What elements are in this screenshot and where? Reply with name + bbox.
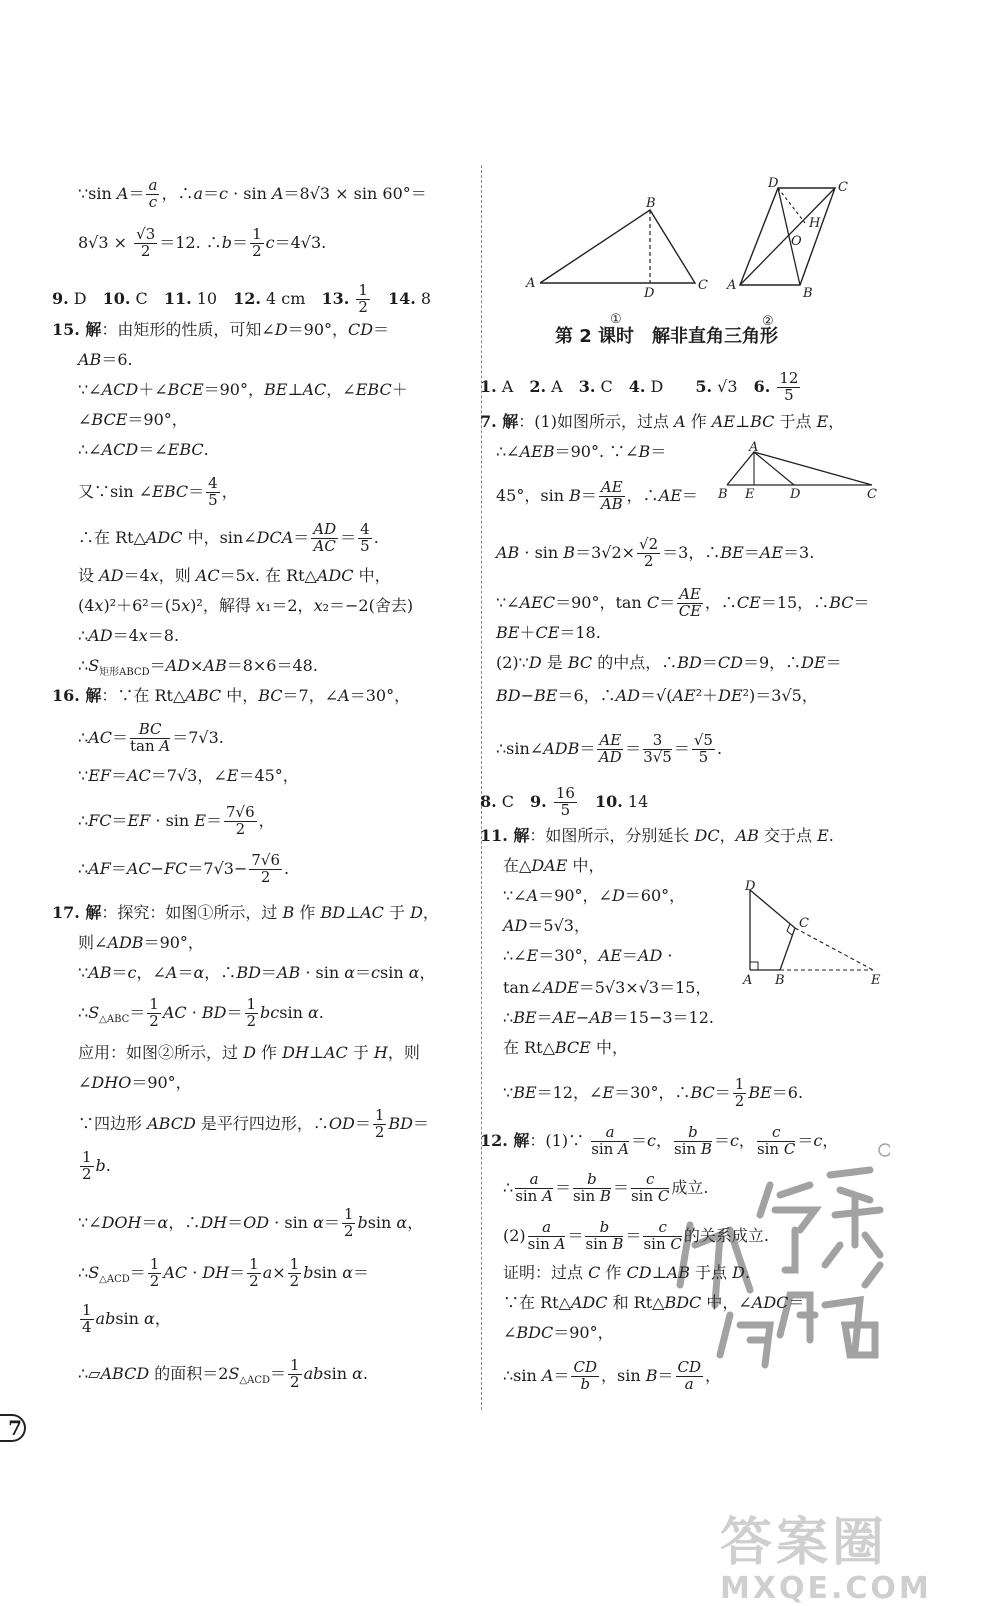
q12-line: ∵在 Rt△ADC 和 Rt△BDC 中，∠ADC＝	[503, 1293, 805, 1312]
q15-line: ∴∠ACD＝∠EBC.	[78, 440, 209, 459]
answers-9-14: 9. D 10. C 11. 10 12. 4 cm 13. $\frac{1}{2}$ 14. 8	[52, 281, 432, 316]
watermark-bottom-big: 答案圈	[720, 1513, 889, 1573]
svg-text:A: A	[526, 276, 536, 291]
watermark-bottom-small: MXQE.COM	[720, 1571, 932, 1606]
svg-text:B: B	[646, 196, 656, 211]
svg-text:D: D	[644, 286, 655, 301]
q15-line: ∴AD＝4x＝8.	[78, 626, 180, 645]
q7-line: BE＋CE＝18.	[496, 623, 601, 642]
figure-1-label: ①	[610, 312, 622, 327]
section-title: 第 2 课时 解非直角三角形	[555, 326, 779, 347]
q11-line: 11. 解：如图所示，分别延长 DC，AB 交于点 E.	[480, 826, 834, 845]
q15-line: AB＝6.	[78, 350, 133, 369]
q11-line: tan∠ADE＝5√3×√3＝15，	[503, 978, 712, 997]
q17-line: $\therefore S_{\triangle ABC}=$ $\frac{1}{2}$ AC · BD＝ $\frac{1}{2}$ bcsin α.	[78, 995, 324, 1030]
q7-line: 45°，sin B＝ $\frac{AE}{AB}$ ，∴AE＝	[496, 478, 698, 513]
q12-line: (2) $\frac{a}{\text{sin A}}$ ＝ $\frac{b}{\text{sin B}}$ ＝ $\frac{c}{\text{sin C}}$ 的关系成立.	[503, 1218, 769, 1253]
q12-line: ∠BDC＝90°，	[503, 1323, 614, 1342]
q15-line: $\therefore S_{矩形ABCD}=AD\times AB=8\times 6=48$.	[78, 656, 318, 679]
q16-line: ∴AC＝ $\frac{BC}{\text{tan A}}$ ＝7√3.	[78, 720, 224, 755]
q12-line: ∴sin A＝ $\frac{CD}{b}$ ，sin B＝ $\frac{CD}{a}$ ，	[503, 1358, 722, 1393]
q7-line: (2)∵D 是 BC 的中点，∴BD＝CD＝9，∴DE＝	[496, 653, 842, 672]
q12-line: 12. 解：(1)∵ $\frac{a}{\text{sin A}}$ ＝c， $\frac{b}{\text{sin B}}$ ＝c， $\frac{c}{\text{sin C}}$ ＝c，	[480, 1123, 839, 1158]
q17-line: 则∠ADB＝90°，	[78, 933, 204, 952]
answers-1-6: 1. A 2. A 3. C 4. D 5. √3 6. $\frac{12}{5}$	[480, 369, 799, 404]
q17-line: ∴▱ABCD 的面积$=2S_{\triangle ACD}=$ $\frac{1}{2}$ absin α.	[78, 1356, 368, 1391]
solution-line: ∵sin A＝ $\frac{a}{c}$ ，∴a＝c · sin A＝8√3 × sin 60°＝	[78, 176, 427, 211]
svg-text:C: C	[698, 278, 708, 293]
q16-line: ∵EF＝AC＝7√3，∠E＝45°，	[78, 766, 299, 785]
watermark-stamp-logo	[660, 1135, 890, 1395]
figure-2-label: ②	[762, 314, 774, 329]
q11-line: ∴∠E＝30°，AE＝AD ·	[503, 946, 673, 965]
q15-line: 又∵sin ∠EBC＝ $\frac{4}{5}$ ，	[78, 474, 238, 509]
q11-line: ∵BE＝12，∠E＝30°，∴BC＝ $\frac{1}{2}$ BE＝6.	[503, 1075, 804, 1110]
svg-text:B: B	[775, 973, 785, 988]
q7-line: 7. 解：(1)如图所示，过点 A 作 AE⊥BC 于点 E，	[480, 412, 845, 431]
q17-line: ∵∠DOH＝α，∴DH＝OD · sin α＝ $\frac{1}{2}$ bsin α，	[78, 1205, 424, 1240]
figure-2-parallelogram	[725, 175, 865, 330]
q7-line: ∵∠AEC＝90°，tan C＝ $\frac{AE}{CE}$ ，∴CE＝15，∴BC＝	[496, 585, 870, 620]
q17-line: $\frac{1}{4}$ absin α，	[82, 1301, 171, 1336]
svg-text:B: B	[718, 487, 728, 502]
q16-line: ∴FC＝EF · sin E＝ $\frac{7√6}{2}$ ，	[78, 803, 275, 838]
svg-text:C: C	[799, 916, 809, 931]
q17-line: 17. 解：探究：如图①所示，过 B 作 BD⊥AC 于 D，	[52, 903, 439, 922]
q16-line: 16. 解：∵在 Rt△ABC 中，BC＝7，∠A＝30°，	[52, 686, 411, 705]
q16-line: ∴AF＝AC−FC＝7√3− $\frac{7√6}{2}$ .	[78, 851, 290, 886]
solution-line: 8√3 × $\frac{√3}{2}$ ＝12. ∴b＝ $\frac{1}{2}$ c＝4√3.	[78, 225, 327, 260]
svg-text:A: A	[727, 278, 737, 293]
q11-line: ∴BE＝AE−AB＝15−3＝12.	[503, 1008, 714, 1027]
q7-line: AB · sin B＝3√2× $\frac{√2}{2}$ ＝3，∴BE＝AE＝3.	[496, 535, 815, 570]
q15-line: (4x)²＋6²＝(5x)²，解得 x₁＝2，x₂＝−2(舍去)	[78, 596, 414, 615]
figure-1-triangle	[520, 195, 715, 330]
svg-text:C: C	[867, 487, 877, 502]
q11-line: 在△DAE 中，	[503, 856, 605, 875]
svg-text:A: A	[743, 973, 753, 988]
q15-line: 设 AD＝4x，则 AC＝5x. 在 Rt△ADC 中，	[78, 566, 391, 585]
page-number: 7	[0, 1414, 26, 1442]
q12-line: 证明：过点 C 作 CD⊥AB 于点 D.	[503, 1263, 751, 1282]
q15-line: 15. 解：由矩形的性质，可知∠D＝90°，CD＝	[52, 320, 390, 339]
q11-line: AD＝5√3，	[503, 916, 590, 935]
q17-line: ∵AB＝c，∠A＝α，∴BD＝AB · sin α＝csin α，	[78, 963, 436, 982]
svg-text:D: D	[768, 176, 779, 191]
q17-line: $\frac{1}{2}$ b.	[82, 1148, 111, 1183]
svg-text:E: E	[871, 973, 881, 988]
q15-line: ∵∠ACD＋∠BCE＝90°，BE⊥AC，∠EBC＋	[78, 380, 408, 399]
q17-line: 应用：如图②所示，过 D 作 DH⊥AC 于 H，则	[78, 1043, 420, 1062]
svg-text:C: C	[838, 180, 848, 195]
q15-line: ∴在 Rt△ADC 中，sin∠DCA＝ $\frac{AD}{AC}$ ＝ $\frac{4}{5}$ .	[78, 520, 379, 555]
svg-text:A: A	[749, 440, 759, 455]
q12-line: ∴ $\frac{a}{\text{sin A}}$ ＝ $\frac{b}{\text{sin B}}$ ＝ $\frac{c}{\text{sin C}}$ 成立.	[503, 1170, 709, 1205]
q11-line: ∵∠A＝90°，∠D＝60°，	[503, 886, 686, 905]
svg-text:H: H	[809, 216, 821, 231]
q17-line: ∵四边形 ABCD 是平行四边形，∴OD＝ $\frac{1}{2}$ BD＝	[78, 1106, 429, 1141]
q11-figure	[735, 880, 885, 990]
q15-line: ∠BCE＝90°，	[78, 410, 188, 429]
svg-text:B: B	[803, 286, 813, 301]
q17-line: $\therefore S_{\triangle ACD}=$ $\frac{1}{2}$ AC · DH＝ $\frac{1}{2}$ a× $\frac{1}{2}$ bsin α＝	[78, 1255, 370, 1290]
q11-line: 在 Rt△BCE 中，	[503, 1038, 628, 1057]
q7-line: BD−BE＝6，∴AD＝√(AE²＋DE²)＝3√5，	[496, 686, 818, 705]
svg-text:E: E	[745, 487, 755, 502]
q7-line: ∴sin∠ADB＝ $\frac{AE}{AD}$ ＝ $\frac{3}{3√5}$ ＝ $\frac{√5}{5}$ .	[496, 731, 723, 766]
svg-text:O: O	[791, 234, 802, 249]
svg-text:D: D	[745, 880, 756, 894]
answers-8-10: 8. C 9. $\frac{16}{5}$ 10. 14	[480, 784, 649, 819]
q17-line: ∠DHO＝90°，	[78, 1073, 192, 1092]
q7-line: ∴∠AEB＝90°. ∵∠B＝	[496, 442, 667, 461]
q7-figure	[712, 440, 887, 505]
watermark-bottom-logo	[720, 1500, 990, 1606]
svg-text:D: D	[790, 487, 801, 502]
